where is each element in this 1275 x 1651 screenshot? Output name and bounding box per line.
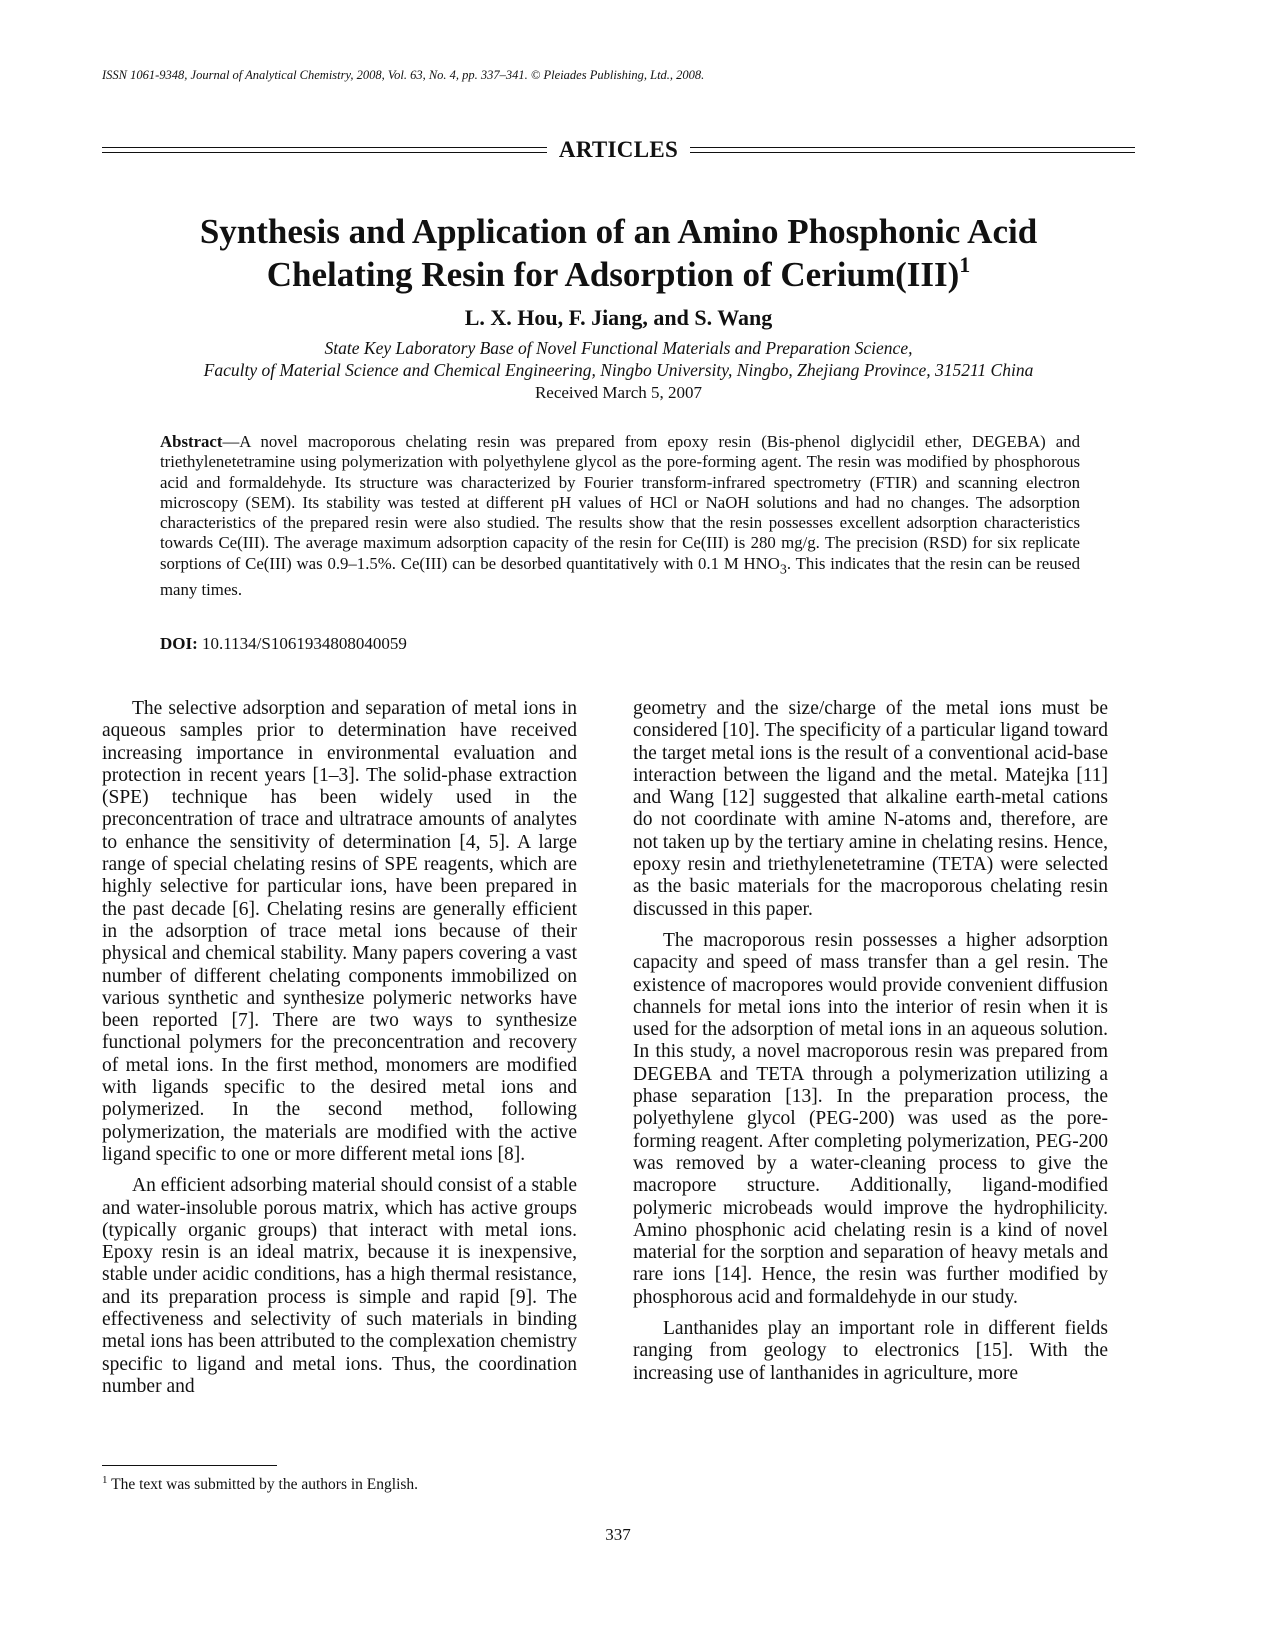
affiliation-line-2: Faculty of Material Science and Chemical Engineering, Ningbo University, Ningbo, Zhejiang Province, 315211 China — [203, 360, 1034, 380]
title-line-1: Synthesis and Application of an Amino Phosphonic Acid — [199, 212, 1038, 251]
doi-label: DOI: — [160, 634, 198, 653]
abstract-subscript: 3 — [779, 562, 787, 578]
footnote — [102, 1474, 418, 1494]
doi-value[interactable]: 10.1134/S1061934808040059 — [202, 634, 407, 653]
paragraph: The macroporous resin possesses a higher adsorption capacity and speed of mass transfer than a gel resin. The existence of macropores would provide convenient diffusion channels for metal ions into the interior of resin when it is used for the adsorption of metal ions in an aqueous solution. In this study, a novel macroporous resin was prepared from DEGEBA and TETA through a polymerization utilizing a phase separation [13]. In the preparation process, the polyethylene glycol (PEG-200) was used as the pore-forming reagent. After completing polymerization, PEG-200 was removed by a water-cleaning process to give the macropore structure. Additionally, ligand-modified polymeric microbeads would improve the hydrophilicity. Amino phosphonic acid chelating resin is a kind of novel material for the sorption and separation of heavy metals and rare ions [14]. Hence, the resin was further modified by phosphorous acid and formaldehyde in our study. — [633, 929, 1108, 1308]
section-banner — [102, 134, 1135, 166]
abstract-text: —A novel macroporous chelating resin was prepared from epoxy resin (Bis-phenol diglycidil ether, DEGEBA) and triethylenetetramine using polymerization with polyethylene glycol as the pore-forming agent. The resin was modified by phosphorous acid and formaldehyde. Its structure was characterized by Fourier transform-infrared spectrometry (FTIR) and scanning electron microscopy (SEM). Its stability was tested at different pH values of HCl or NaOH solutions and had no changes. The adsorption characteristics of the prepared resin were also studied. The results show that the resin possesses excellent adsorption characteristics towards Ce(III). The average maximum adsorption capacity of the resin for Ce(III) is 280 mg/g. The precision (RSD) for six replicate sorptions of Ce(III) was 0.9–1.5%. Ce(III) can be desorbed quantitatively with 0.1 M HNO — [160, 432, 1080, 573]
affiliation — [102, 337, 1135, 381]
footnote-rule — [102, 1465, 277, 1466]
affiliation-line-1: State Key Laboratory Base of Novel Functional Materials and Preparation Science, — [324, 338, 913, 358]
page-number: 337 — [605, 1525, 631, 1544]
paragraph: Lanthanides play an important role in different fields ranging from geology to electronics [15]. With the increasing use of lanthanides in agriculture, more — [633, 1318, 1108, 1384]
received-date: Received March 5, 2007 — [534, 383, 703, 402]
banner-rule-left — [102, 147, 547, 153]
paragraph: The selective adsorption and separation of metal ions in aqueous samples prior to determination have received increasing importance in environmental evaluation and protection in recent years [1–3]. The solid-phase extraction (SPE) technique has been widely used in the preconcentration of trace and ultratrace amounts of analytes to enhance the sensitivity of determination [4, 5]. A large range of special chelating resins of SPE reagents, which are highly selective for particular ions, have been prepared in the past decade [6]. Chelating resins are generally efficient in the adsorption of trace metal ions because of their physical and chemical stability. Many papers covering a vast number of different chelating components immobilized on various synthetic and synthesize polymeric networks have been reported [7]. There are two ways to synthesize functional polymers for the preconcentration and recovery of metal ions. In the first method, monomers are modified with ligands specific to the desired metal ions and polymerized. In the second method, following polymerization, the materials are modified with the active ligand specific to one or more different metal ions [8]. — [102, 698, 577, 1165]
title-line-2-text: Chelating Resin for Adsorption of Cerium(III) — [266, 255, 960, 294]
footnote-text: The text was submitted by the authors in English. — [107, 1476, 419, 1494]
paragraph: An efficient adsorbing material should consist of a stable and water-insoluble porous matrix, which has active groups (typically organic groups) that interact with metal ions. Epoxy resin is an ideal matrix, because it is inexpensive, stable under acidic conditions, has a high thermal resistance, and its preparation process is simple and rapid [9]. The effectiveness and selectivity of such materials in binding metal ions has been attributed to the complexation chemistry specific to ligand and metal ions. Thus, the coordination number and — [102, 1175, 577, 1397]
doi — [160, 634, 407, 654]
body-column-left — [102, 698, 577, 1398]
authors: L. X. Hou, F. Jiang, and S. Wang — [464, 305, 773, 330]
footnote-mark: 1 — [102, 1474, 108, 1486]
article-title — [102, 210, 1135, 296]
abstract-label: Abstract — [160, 432, 223, 451]
paragraph: geometry and the size/charge of the metal ions must be considered [10]. The specificity of a particular ligand toward the target metal ions is the result of a conventional acid-base interaction between the ligand and the metal. Matejka [11] and Wang [12] suggested that alkaline earth-metal cations do not coordinate with amine N-atoms and, therefore, are not taken up by the tertiary amine in chelating resins. Hence, epoxy resin and triethylenetetramine (TETA) were selected as the basic materials for the macroporous chelating resin discussed in this paper. — [633, 698, 1108, 920]
running-header: ISSN 1061-9348, Journal of Analytical Chemistry, 2008, Vol. 63, No. 4, pp. 337–341. © Pleiades Publishing, Ltd., 2008. — [102, 68, 705, 82]
abstract-tail: . This indicates that the resin can be reused many times. — [160, 553, 1080, 600]
title-line-2 — [102, 253, 1135, 296]
abstract — [160, 432, 1080, 601]
section-label: ARTICLES — [558, 137, 679, 162]
banner-rule-right — [690, 147, 1135, 153]
title-footnote-mark[interactable]: 1 — [959, 252, 971, 277]
body-column-right — [633, 698, 1108, 1385]
